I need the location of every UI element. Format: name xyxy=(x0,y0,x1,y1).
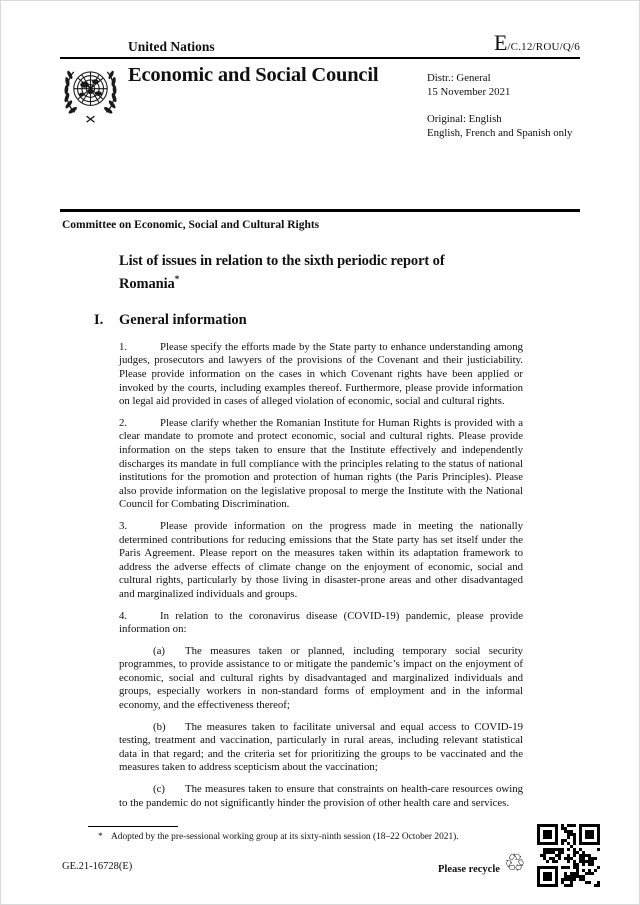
paragraph-3 xyxy=(119,520,523,602)
section-heading xyxy=(94,311,523,329)
paragraph-3-text: Please provide information on the progress made in meeting the nationally determined contributions for reducing emissions that the State party has set itself under the Paris Agreement. Please report on the measures taken within its adaptation framework to address the adverse effects of climate change on the enjoyment of economic, social and cultural rights, particularly by those living in disaster-prone areas and other disadvantaged and marginalized individuals and groups. xyxy=(119,519,523,600)
recycle-label: Please recycle xyxy=(438,864,500,875)
subparagraph-b-label: (b) xyxy=(153,720,166,733)
paragraph-2 xyxy=(119,417,523,512)
footnote-marker-symbol: * xyxy=(98,832,103,842)
section-heading-text: General information xyxy=(119,311,247,328)
subparagraph-a-label: (a) xyxy=(153,644,165,657)
document-symbol-suffix: /C.12/ROU/Q/6 xyxy=(507,41,580,53)
footnote xyxy=(98,831,530,843)
footnote-marker: * xyxy=(174,274,180,284)
header-rule-thin xyxy=(60,57,580,59)
ge-number: GE.21-16728(E) xyxy=(62,861,133,872)
section-rule-thick xyxy=(60,209,580,212)
committee-name: Committee on Economic, Social and Cultural Rights xyxy=(62,219,320,231)
paragraph-3-number: 3. xyxy=(119,519,128,532)
section-number: I. xyxy=(94,311,104,328)
subparagraph-a xyxy=(119,645,523,713)
paragraph-2-number: 2. xyxy=(119,416,128,429)
council-title: Economic and Social Council xyxy=(128,64,379,86)
subparagraph-c xyxy=(119,783,523,810)
subparagraph-b xyxy=(119,721,523,775)
languages-line: English, French and Spanish only xyxy=(427,126,573,139)
paragraph-4-number: 4. xyxy=(119,609,128,622)
document-body xyxy=(94,252,523,810)
paragraph-4-text: In relation to the coronavirus disease (COVID-19) pandemic, please provide information on: xyxy=(119,609,523,636)
original-language-line: Original: English xyxy=(427,113,502,125)
date-line: 15 November 2021 xyxy=(427,85,511,98)
document-title-text: List of issues in relation to the sixth periodic report of Romania xyxy=(119,253,445,292)
paragraph-1-number: 1. xyxy=(119,340,128,353)
document-title xyxy=(119,252,503,293)
recycle-icon: ♲ xyxy=(504,849,526,877)
document-symbol-prefix: E xyxy=(493,30,508,55)
un-emblem-icon xyxy=(61,61,120,134)
paragraph-4 xyxy=(119,610,523,637)
subparagraph-a-text: The measures taken or planned, including temporary social security programmes, to provide assistance to or mitigate the pandemic’s impact on the enjoyment of economic, social and cultural rights by disadvantaged and marginalized individuals and groups, especially workers in non-standard forms of employment and in the informal economy, and the effectiveness thereof; xyxy=(119,644,523,712)
paragraph-1-text: Please specify the efforts made by the State party to enhance understanding among judges, prosecutors and lawyers of the provisions of the Covenant and their justiciability. Please provide information on the cases in which Covenant rights have been applied or invoked by the courts, including examples thereof. Furthermore, please provide information on legal aid provided in cases of alleged violation of economic, social and cultural rights. xyxy=(119,340,523,408)
footnote-text: Adopted by the pre-sessional working group at its sixty-ninth session (18–22 October 2021). xyxy=(111,832,459,842)
org-name: United Nations xyxy=(128,39,215,54)
subparagraph-b-text: The measures taken to facilitate universal and equal access to COVID-19 testing, treatment and vaccination, particularly in rural areas, including relevant statistical data in that regard; and the criteria set for prioritizing the groups to be vaccinated and the measures taken to address scepticism about the vaccination; xyxy=(119,720,523,774)
qr-code xyxy=(537,824,600,887)
footnote-rule xyxy=(88,826,178,827)
subparagraph-c-label: (c) xyxy=(153,783,165,796)
paragraph-2-text: Please clarify whether the Romanian Institute for Human Rights is provided with a clear mandate to promote and protect economic, social and cultural rights. Please provide information on the steps taken to ensure that the Institute effectively and independently discharges its mandate in full compliance with the principles relating to the status of national institutions for the promotion and protection of human rights (the Paris Principles). Please also provide information on the legislative proposal to merge the Institute with the National Council for Combating Discrimination. xyxy=(119,416,523,511)
distr-line: Distr.: General xyxy=(427,72,491,84)
document-symbol xyxy=(494,30,580,56)
distribution-block xyxy=(427,72,572,140)
subparagraph-c-text: The measures taken to ensure that constraints on health-care resources owing to the pandemic do not significantly hinder the provision of other health care and services. xyxy=(119,783,523,809)
paragraph-1 xyxy=(119,341,523,409)
